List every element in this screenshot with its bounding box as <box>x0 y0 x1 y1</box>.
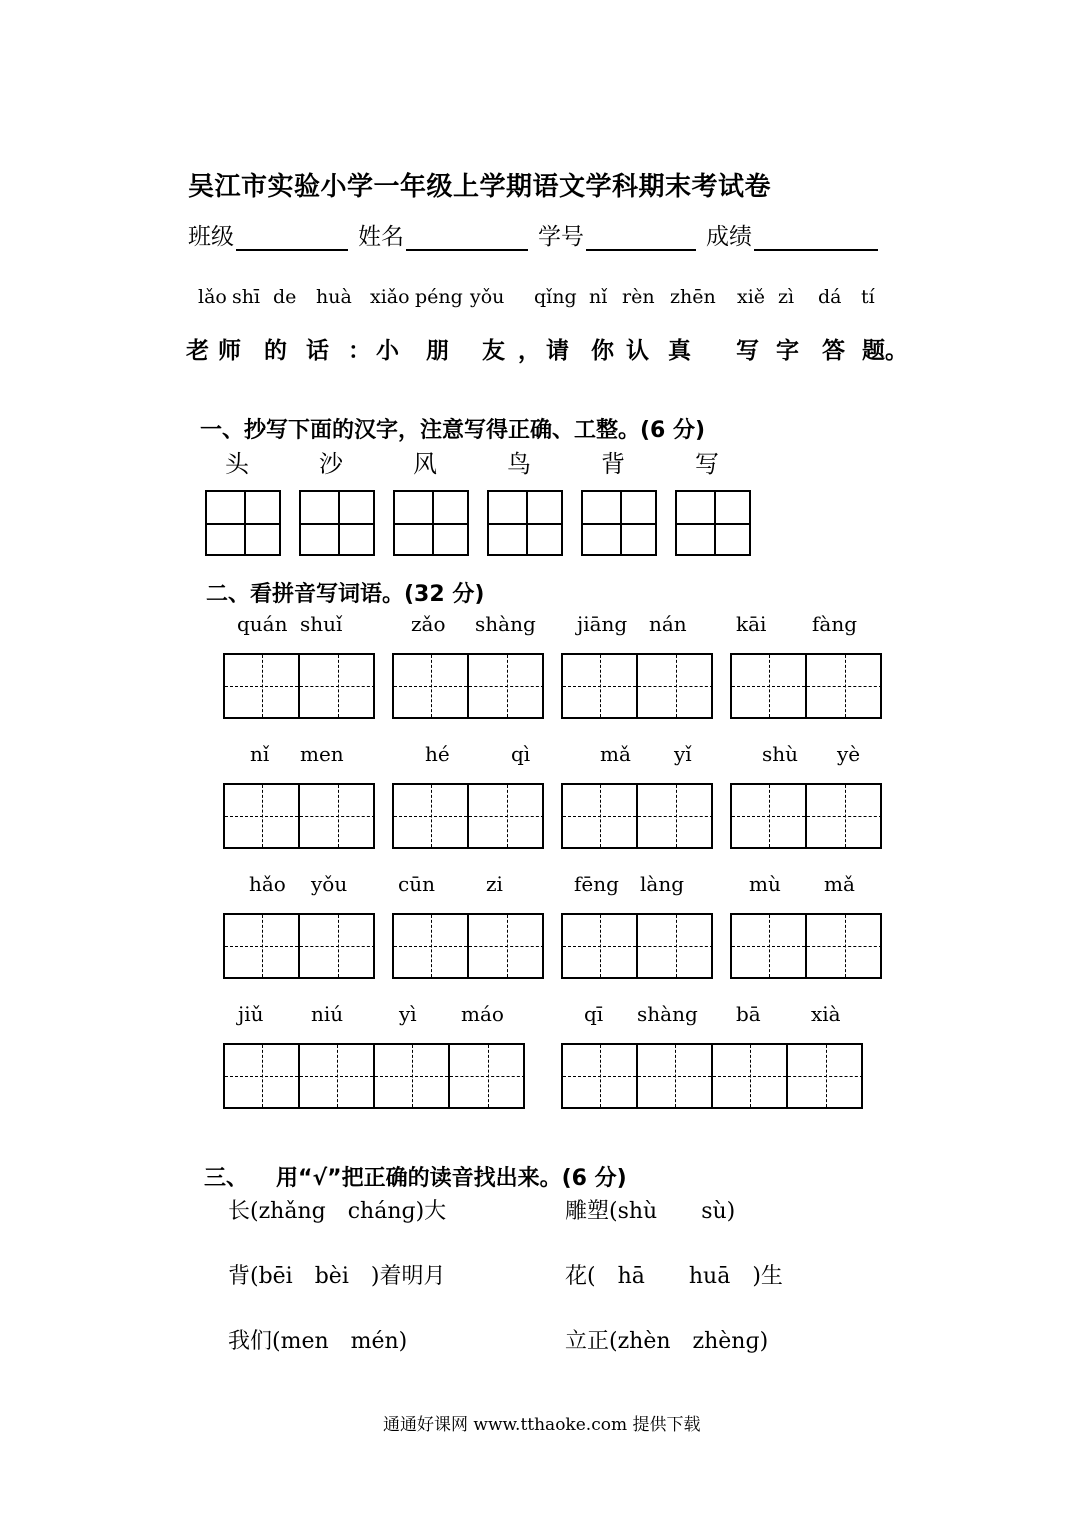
grid-cell[interactable] <box>225 1045 300 1107</box>
pinyin-word: qī <box>584 1002 604 1026</box>
pinyin-word: shàng <box>475 612 536 636</box>
pinyin-word: qì <box>511 742 531 766</box>
word-writing-box[interactable] <box>392 653 544 719</box>
pinyin-syllable: xiě <box>737 286 766 308</box>
pinyin-syllable: shī <box>232 286 261 308</box>
pinyin-syllable: xiǎo <box>370 286 410 308</box>
copy-character: 鸟 <box>507 450 531 478</box>
grid-guide-horizontal <box>469 816 544 817</box>
character-writing-box[interactable] <box>299 490 375 556</box>
pinyin-syllable: de <box>273 286 297 308</box>
reading-option[interactable]: 我们(men mén) <box>228 1329 408 1354</box>
pinyin-word: làng <box>640 872 685 896</box>
grid-guide-horizontal <box>207 523 281 525</box>
grid-cell[interactable] <box>638 1045 713 1107</box>
copy-character: 写 <box>695 450 719 478</box>
grid-cell[interactable] <box>450 1045 525 1107</box>
message-char: 的 <box>264 338 287 364</box>
message-char: 答 <box>822 338 845 364</box>
pinyin-word: nán <box>649 612 687 636</box>
student-id-blank[interactable] <box>586 227 696 251</box>
grid-guide-horizontal <box>301 523 375 525</box>
section1-heading: 一、抄写下面的汉字，注意写得正确、工整。(6 分) <box>200 418 706 443</box>
section3-number: 三、 <box>204 1166 249 1191</box>
message-char: 师 <box>218 338 241 364</box>
grid-guide-horizontal <box>677 523 751 525</box>
message-char: ： <box>348 338 371 364</box>
pinyin-syllable: nǐ <box>589 286 608 308</box>
message-char: 小 <box>376 338 399 364</box>
character-writing-box[interactable] <box>487 490 563 556</box>
grid-guide-horizontal <box>788 1076 863 1077</box>
score-label: 成绩 <box>706 224 752 250</box>
grid-cell[interactable] <box>732 655 807 717</box>
grid-cell[interactable] <box>395 492 469 554</box>
pinyin-syllable: yǒu <box>470 286 505 308</box>
grid-cell[interactable] <box>732 915 807 977</box>
student-id-label: 学号 <box>538 224 584 250</box>
character-writing-box[interactable] <box>581 490 657 556</box>
pinyin-word: zǎo <box>411 612 446 636</box>
grid-cell[interactable] <box>563 915 638 977</box>
message-char: 话 <box>306 338 329 364</box>
grid-cell[interactable] <box>375 1045 450 1107</box>
pinyin-word: zi <box>486 872 503 896</box>
grid-cell[interactable] <box>563 655 638 717</box>
grid-guide-horizontal <box>732 816 805 817</box>
pinyin-word: nǐ <box>250 742 270 766</box>
grid-cell[interactable] <box>394 915 469 977</box>
pinyin-word: jiāng <box>577 612 628 636</box>
grid-cell[interactable] <box>489 492 563 554</box>
grid-cell[interactable] <box>677 492 751 554</box>
pinyin-syllable: rèn <box>622 286 655 308</box>
class-blank[interactable] <box>236 227 348 251</box>
grid-guide-horizontal <box>450 1076 525 1077</box>
footer-note: 通通好课网 www.tthaoke.com 提供下载 <box>383 1415 701 1435</box>
grid-guide-horizontal <box>807 686 882 687</box>
message-char: ， <box>518 338 541 364</box>
word-writing-box[interactable] <box>730 653 882 719</box>
pinyin-syllable: lǎo <box>198 286 227 308</box>
pinyin-word: quán <box>237 612 288 636</box>
character-writing-box[interactable] <box>675 490 751 556</box>
grid-cell[interactable] <box>583 492 657 554</box>
word-writing-box[interactable] <box>223 783 375 849</box>
grid-guide-horizontal <box>732 686 805 687</box>
grid-guide-horizontal <box>394 686 467 687</box>
grid-guide-horizontal <box>225 816 298 817</box>
word-writing-box[interactable] <box>730 913 882 979</box>
grid-guide-horizontal <box>638 816 713 817</box>
grid-guide-horizontal <box>300 686 375 687</box>
grid-cell[interactable] <box>300 785 375 847</box>
grid-guide-horizontal <box>563 1076 636 1077</box>
grid-cell[interactable] <box>225 785 300 847</box>
message-char: 你 <box>591 338 614 364</box>
page-title: 吴江市实验小学一年级上学期语文学科期末考试卷 <box>188 172 772 202</box>
grid-cell[interactable] <box>394 655 469 717</box>
grid-guide-horizontal <box>583 523 657 525</box>
pinyin-word: xià <box>811 1002 841 1026</box>
grid-cell[interactable] <box>469 785 544 847</box>
message-char: 请 <box>546 338 569 364</box>
grid-cell[interactable] <box>469 655 544 717</box>
copy-character: 沙 <box>319 450 343 478</box>
word-writing-box[interactable] <box>223 653 375 719</box>
grid-cell[interactable] <box>301 492 375 554</box>
grid-guide-horizontal <box>225 946 298 947</box>
grid-guide-horizontal <box>638 686 713 687</box>
pinyin-syllable: zì <box>778 286 795 308</box>
grid-cell[interactable] <box>394 785 469 847</box>
grid-cell[interactable] <box>300 1045 375 1107</box>
grid-guide-horizontal <box>225 686 298 687</box>
pinyin-word: yè <box>837 742 861 766</box>
grid-guide-horizontal <box>807 816 882 817</box>
pinyin-syllable: qǐng <box>534 286 577 308</box>
grid-guide-horizontal <box>225 1076 298 1077</box>
grid-guide-horizontal <box>807 946 882 947</box>
grid-guide-horizontal <box>300 816 375 817</box>
pinyin-word: niú <box>311 1002 344 1026</box>
message-char: 真 <box>668 338 691 364</box>
copy-character: 风 <box>413 450 437 478</box>
message-char: 题。 <box>862 338 908 364</box>
pinyin-word: cūn <box>398 872 435 896</box>
name-label: 姓名 <box>358 224 404 250</box>
pinyin-word: hé <box>425 742 450 766</box>
grid-cell[interactable] <box>732 785 807 847</box>
reading-option[interactable]: 立正(zhèn zhènɡ) <box>565 1329 769 1354</box>
message-char: 写 <box>736 338 759 364</box>
grid-cell[interactable] <box>807 915 882 977</box>
pinyin-word: fēng <box>574 872 619 896</box>
pinyin-word: fàng <box>812 612 858 636</box>
pinyin-syllable: péng <box>415 286 463 308</box>
grid-cell[interactable] <box>713 1045 788 1107</box>
pinyin-word: kāi <box>736 612 767 636</box>
pinyin-word: yì <box>399 1002 417 1026</box>
phrase-writing-box[interactable] <box>561 1043 863 1109</box>
grid-cell[interactable] <box>807 785 882 847</box>
word-writing-box[interactable] <box>392 913 544 979</box>
grid-cell[interactable] <box>469 915 544 977</box>
grid-guide-horizontal <box>395 523 469 525</box>
pinyin-syllable: dá <box>818 286 842 308</box>
grid-cell[interactable] <box>207 492 281 554</box>
copy-character: 头 <box>225 450 249 478</box>
grid-cell[interactable] <box>225 915 300 977</box>
grid-cell[interactable] <box>788 1045 863 1107</box>
reading-option[interactable]: 花( hā huā )生 <box>565 1264 783 1289</box>
pinyin-word: mǎ <box>600 742 631 766</box>
message-char: 认 <box>626 338 649 364</box>
character-writing-box[interactable] <box>205 490 281 556</box>
grid-guide-horizontal <box>394 946 467 947</box>
word-writing-box[interactable] <box>561 653 713 719</box>
grid-guide-horizontal <box>638 946 713 947</box>
name-blank[interactable] <box>406 227 528 251</box>
reading-option[interactable]: 背(bēi bèi )着明月 <box>228 1264 446 1289</box>
grid-guide-horizontal <box>300 946 375 947</box>
pinyin-syllable: zhēn <box>670 286 716 308</box>
grid-cell[interactable] <box>225 655 300 717</box>
reading-option[interactable]: 长(zhǎng chánɡ)大 <box>228 1199 447 1224</box>
word-writing-box[interactable] <box>561 913 713 979</box>
grid-cell[interactable] <box>300 655 375 717</box>
pinyin-word: shàng <box>637 1002 698 1026</box>
phrase-writing-box[interactable] <box>223 1043 525 1109</box>
word-writing-box[interactable] <box>730 783 882 849</box>
grid-guide-horizontal <box>489 523 563 525</box>
pinyin-word: jiǔ <box>238 1002 264 1026</box>
grid-cell[interactable] <box>638 915 713 977</box>
message-char: 朋 <box>426 338 449 364</box>
grid-guide-horizontal <box>563 816 636 817</box>
pinyin-syllable: tí <box>861 286 875 308</box>
pinyin-word: máo <box>461 1002 504 1026</box>
grid-guide-horizontal <box>732 946 805 947</box>
grid-cell[interactable] <box>638 655 713 717</box>
grid-guide-horizontal <box>713 1076 786 1077</box>
pinyin-word: yǒu <box>311 872 348 896</box>
pinyin-word: mù <box>749 872 781 896</box>
grid-cell[interactable] <box>563 1045 638 1107</box>
pinyin-syllable: huà <box>316 286 352 308</box>
pinyin-word: hǎo <box>249 872 286 896</box>
grid-cell[interactable] <box>563 785 638 847</box>
pinyin-word: yǐ <box>674 742 692 766</box>
word-writing-box[interactable] <box>561 783 713 849</box>
grid-guide-horizontal <box>375 1076 448 1077</box>
message-char: 友 <box>482 338 505 364</box>
grid-cell[interactable] <box>638 785 713 847</box>
section3-heading: 用“√”把正确的读音找出来。(6 分) <box>276 1166 627 1191</box>
student-info-row <box>188 218 878 251</box>
grid-guide-horizontal <box>638 1076 711 1077</box>
character-writing-box[interactable] <box>393 490 469 556</box>
grid-guide-horizontal <box>563 946 636 947</box>
pinyin-word: bā <box>736 1002 761 1026</box>
grid-cell[interactable] <box>807 655 882 717</box>
grid-guide-horizontal <box>394 816 467 817</box>
score-blank[interactable] <box>754 227 878 251</box>
copy-character: 背 <box>601 450 625 478</box>
message-char: 字 <box>776 338 799 364</box>
pinyin-word: men <box>300 742 344 766</box>
grid-guide-horizontal <box>563 686 636 687</box>
grid-cell[interactable] <box>300 915 375 977</box>
section2-heading: 二、看拼音写词语。(32 分) <box>206 582 485 607</box>
word-writing-box[interactable] <box>223 913 375 979</box>
grid-guide-horizontal <box>469 946 544 947</box>
pinyin-word: mǎ <box>824 872 855 896</box>
word-writing-box[interactable] <box>392 783 544 849</box>
pinyin-word: shuǐ <box>300 612 343 636</box>
class-label: 班级 <box>188 224 234 250</box>
pinyin-word: shù <box>762 742 799 766</box>
grid-guide-horizontal <box>469 686 544 687</box>
message-char: 老 <box>186 338 209 364</box>
reading-option[interactable]: 雕塑(shù sù) <box>565 1199 736 1224</box>
grid-guide-horizontal <box>300 1076 373 1077</box>
